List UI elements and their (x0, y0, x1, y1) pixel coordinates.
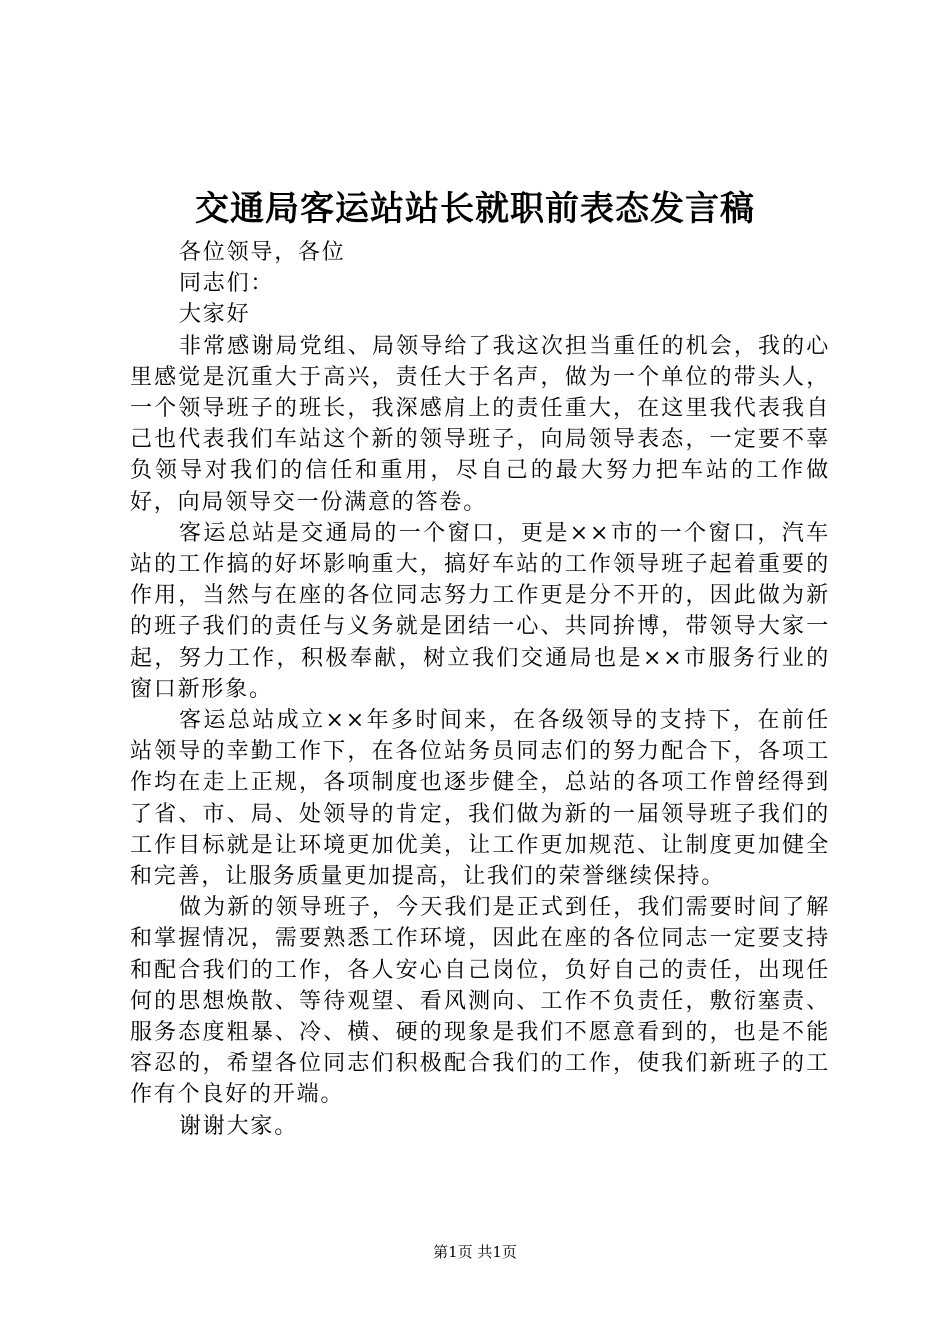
salutation-line: 同志们： (179, 271, 275, 297)
closing-line: 谢谢大家。 (179, 1113, 299, 1139)
document-title: 交通局客运站站长就职前表态发言稿 (195, 189, 755, 229)
document-body (130, 237, 830, 1142)
salutation-line: 大家好 (179, 302, 251, 328)
body-paragraph: 非常感谢局党组、局领导给了我这次担当重任的机会，我的心里感觉是沉重大于高兴，责任大于名声，做为一个单位的带头人，一个领导班子的班长，我深感肩上的责任重大，在这里我代表我自己也代表我们车站这个新的领导班子，向局领导表态，一定要不辜负领导对我们的信任和重用，尽自己的最大努力把车站的工作做好，向局领导交一份满意的答卷。 (130, 333, 830, 515)
body-paragraph: 客运总站成立××年多时间来，在各级领导的支持下，在前任站领导的幸勤工作下，在各位站务员同志们的努力配合下，各项工作均在走上正规，各项制度也逐步健全，总站的各项工作曾经得到了省、市、局、处领导的肯定，我们做为新的一届领导班子我们的工作目标就是让环境更加优美，让工作更加规范、让制度更加健全和完善，让服务质量更加提高，让我们的荣誉继续保持。 (130, 708, 830, 890)
salutation-line: 各位领导，各位 (179, 240, 346, 265)
body-paragraph: 做为新的领导班子，今天我们是正式到任，我们需要时间了解和掌握情况，需要熟悉工作环境，因此在座的各位同志一定要支持和配合我们的工作，各人安心自己岗位，负好自己的责任，出现任何的思想焕散、等待观望、看风测向、工作不负责任，敷衍塞责、服务态度粗暴、冷、横、硬的现象是我们不愿意看到的，也是不能容忍的，希望各位同志们积极配合我们的工作，使我们新班子的工作有个良好的开端。 (130, 895, 830, 1108)
body-paragraph: 客运总站是交通局的一个窗口，更是××市的一个窗口，汽车站的工作搞的好坏影响重大，搞好车站的工作领导班子起着重要的作用，当然与在座的各位同志努力工作更是分不开的，因此做为新的班子我们的责任与义务就是团结一心、共同拚博，带领导大家一起，努力工作，积极奉献，树立我们交通局也是××市服务行业的窗口新形象。 (130, 520, 830, 702)
page-number-footer: 第1页 共1页 (433, 1243, 517, 1261)
